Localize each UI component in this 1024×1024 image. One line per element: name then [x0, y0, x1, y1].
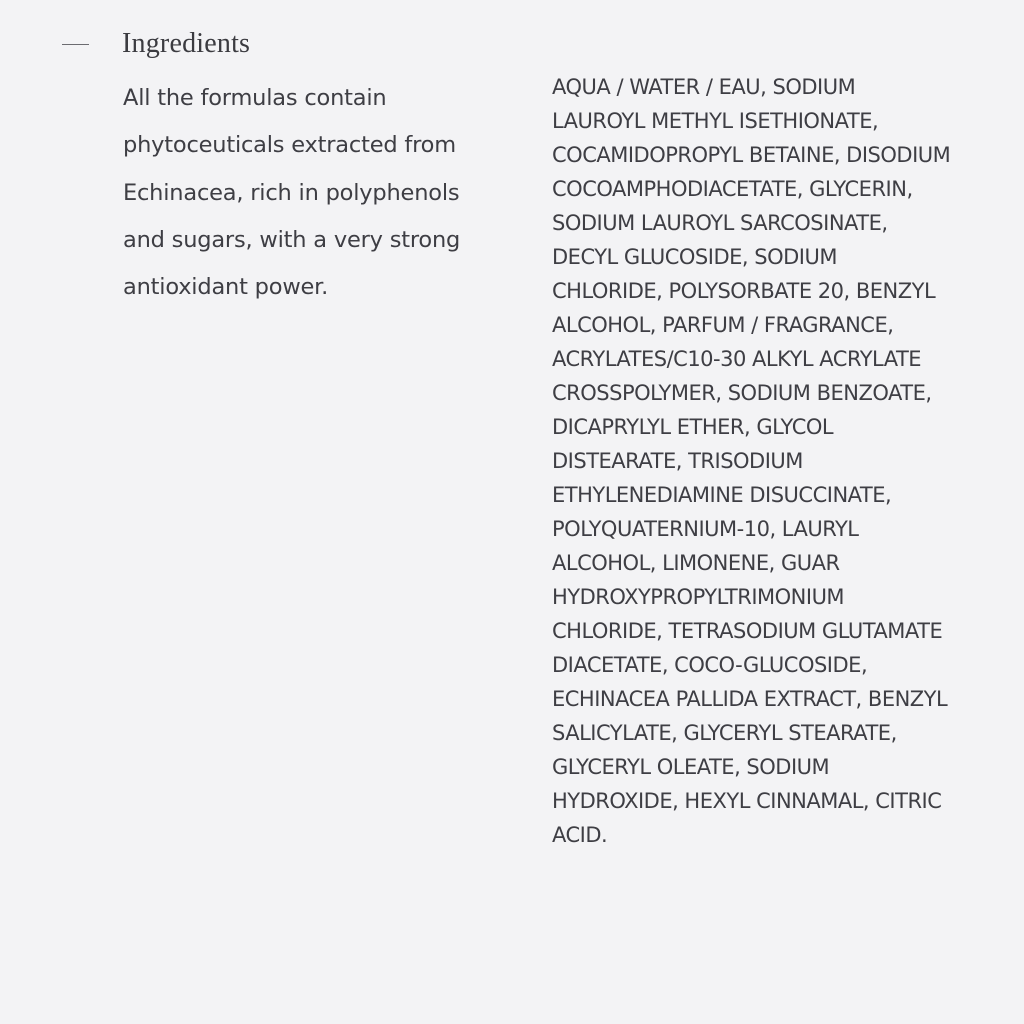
ingredients-description: All the formulas contain phytoceuticals extracted from Echinacea, rich in polyphenols and sugars, with a very strong antioxidant power.: [123, 85, 461, 301]
section-title: Ingredients: [122, 28, 251, 59]
dash-icon[interactable]: [62, 44, 89, 45]
ingredients-list: AQUA / WATER / EAU, SODIUM LAUROYL METHYL ISETHIONATE, COCAMIDOPROPYL BETAINE, DISODIUM COCOAMPHODIACETATE, GLYCERIN, SODIUM LAUROYL SARCOSINATE, DECYL GLUCOSIDE, SODIUM CHLORIDE, POLYSORBATE 20, BENZYL ALCOHOL, PARFUM / FRAGRANCE, ACRYLATES/C10-30 ALKYL ACRYLATE CROSSPOLYMER, SODIUM BENZOATE, DICAPRYLYL ETHER, GLYCOL DISTEARATE, TRISODIUM ETHYLENEDIAMINE DISUCCINATE, POLYQUATERNIUM-10, LAURYL ALCOHOL, LIMONENE, GUAR HYDROXYPROPYLTRIMONIUM CHLORIDE, TETRASODIUM GLUTAMATE DIACETATE, COCO-GLUCOSIDE, ECHINACEA PALLIDA EXTRACT, BENZYL SALICYLATE, GLYCERYL STEARATE, GLYCERYL OLEATE, SODIUM HYDROXIDE, HEXYL CINNAMAL, CITRIC ACID.: [552, 75, 951, 847]
ingredients-accordion-header[interactable]: [62, 22, 250, 66]
